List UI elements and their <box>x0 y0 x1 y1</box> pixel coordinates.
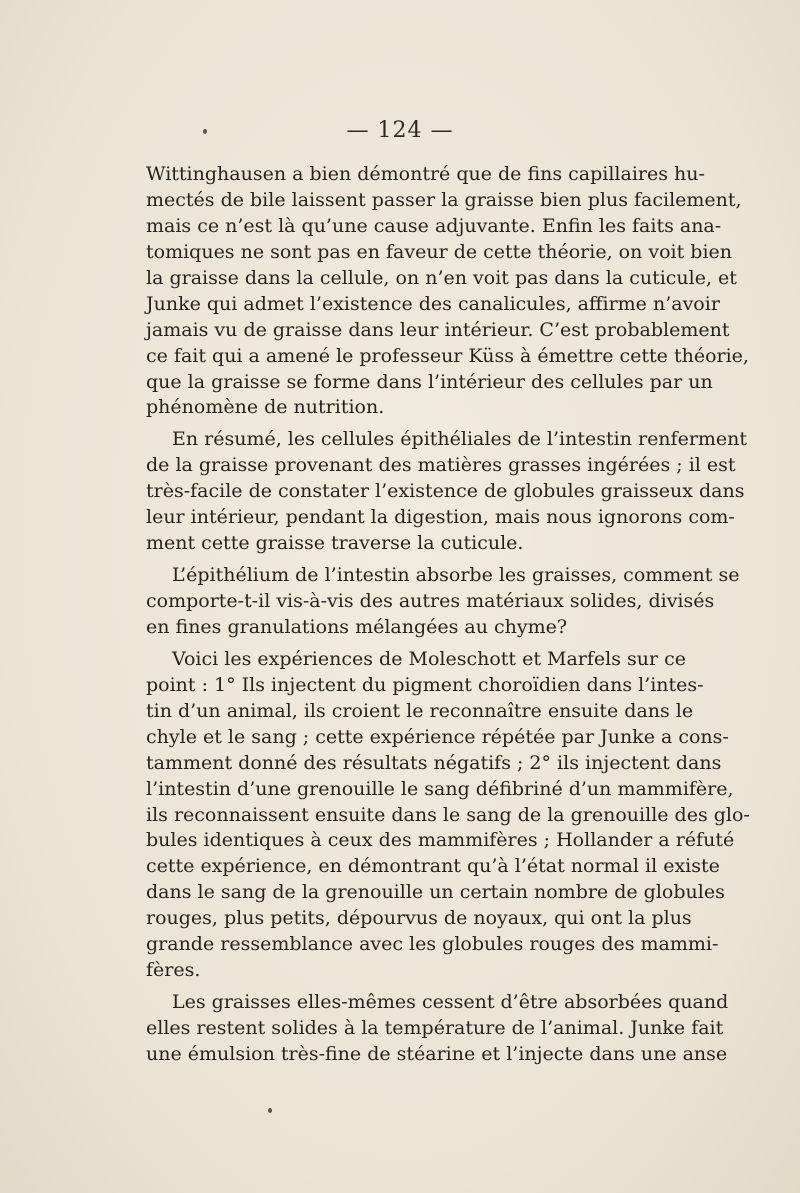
text-line: leur intérieur, pendant la digestion, mais nous ignorons com- <box>146 506 735 529</box>
text-line: tomiques ne sont pas en faveur de cette théorie, on voit bien <box>146 240 733 263</box>
text-line: mais ce n’est là qu’une cause adjuvante. Enfin les faits ana- <box>146 214 722 237</box>
text-line: tin d’un animal, ils croient le reconnaître ensuite dans le <box>146 699 694 722</box>
text-line: Les graisses elles-mêmes cessent d’être absorbées quand <box>172 991 729 1014</box>
text-line: tamment donné des résultats négatifs ; 2° ils injectent dans <box>146 751 722 774</box>
text-line: Wittinghausen a bien démontré que de fins capillaires hu- <box>146 163 705 185</box>
text-line: de la graisse provenant des matières grasses ingérées ; il est <box>146 454 736 477</box>
text-line: très-facile de constater l’existence de globules graisseux dans <box>146 480 745 503</box>
text-line: ce fait qui a amené le professeur Küss à émettre cette théorie, <box>146 344 749 367</box>
text-line: grande ressemblance avec les globules rouges des mammi- <box>146 933 719 956</box>
text-line: Voici les expériences de Moleschott et Marfels sur ce <box>172 647 687 670</box>
paragraph <box>146 647 750 984</box>
text-line: en fines granulations mélangées au chyme? <box>146 615 568 638</box>
ink-speck <box>268 1108 272 1113</box>
text-line: mectés de bile laissent passer la graisse bien plus facilement, <box>146 188 742 211</box>
text-line: bules identiques à ceux des mammifères ; Hollander a réfuté <box>146 829 735 852</box>
text-line: une émulsion très-fine de stéarine et l’injecte dans une anse <box>146 1042 728 1065</box>
text-line: rouges, plus petits, dépourvus de noyaux, qui ont la plus <box>146 907 692 930</box>
text-line: ils reconnaissent ensuite dans le sang de la grenouille des glo- <box>146 803 750 826</box>
text-line: que la graisse se forme dans l’intérieur des cellules par un <box>146 370 713 393</box>
paragraph <box>146 563 740 641</box>
text-line: jamais vu de graisse dans leur intérieur. C’est probablement <box>146 318 730 341</box>
paragraph <box>146 990 729 1068</box>
text-line: la graisse dans la cellule, on n’en voit pas dans la cuticule, et <box>146 266 737 289</box>
page-number: — 124 — <box>346 118 454 143</box>
text-line: comporte-t-il vis-à-vis des autres matériaux solides, divisés <box>146 590 715 612</box>
text-line: elles restent solides à la température de l’animal. Junke fait <box>146 1017 724 1039</box>
text-line: L’épithélium de l’intestin absorbe les graisses, comment se <box>172 564 740 587</box>
text-line: cette expérience, en démontrant qu’à l’état normal il existe <box>146 855 720 878</box>
body-text <box>146 162 750 1068</box>
text-line: fères. <box>146 959 201 982</box>
text-line: phénomène de nutrition. <box>146 396 385 419</box>
text-line: point : 1° Ils injectent du pigment choroïdien dans l’intes- <box>146 673 704 696</box>
paragraph <box>146 162 749 421</box>
paragraph <box>146 427 748 557</box>
text-line: dans le sang de la grenouille un certain nombre de globules <box>146 881 725 904</box>
text-line: Junke qui admet l’existence des canalicules, affirme n’avoir <box>146 292 720 315</box>
text-line: chyle et le sang ; cette expérience répétée par Junke a cons- <box>146 725 729 748</box>
text-line: En résumé, les cellules épithéliales de l’intestin renferment <box>172 428 748 451</box>
text-line: l’intestin d’une grenouille le sang défibriné d’un mammifère, <box>146 777 734 800</box>
text-line: ment cette graisse traverse la cuticule. <box>146 532 524 555</box>
